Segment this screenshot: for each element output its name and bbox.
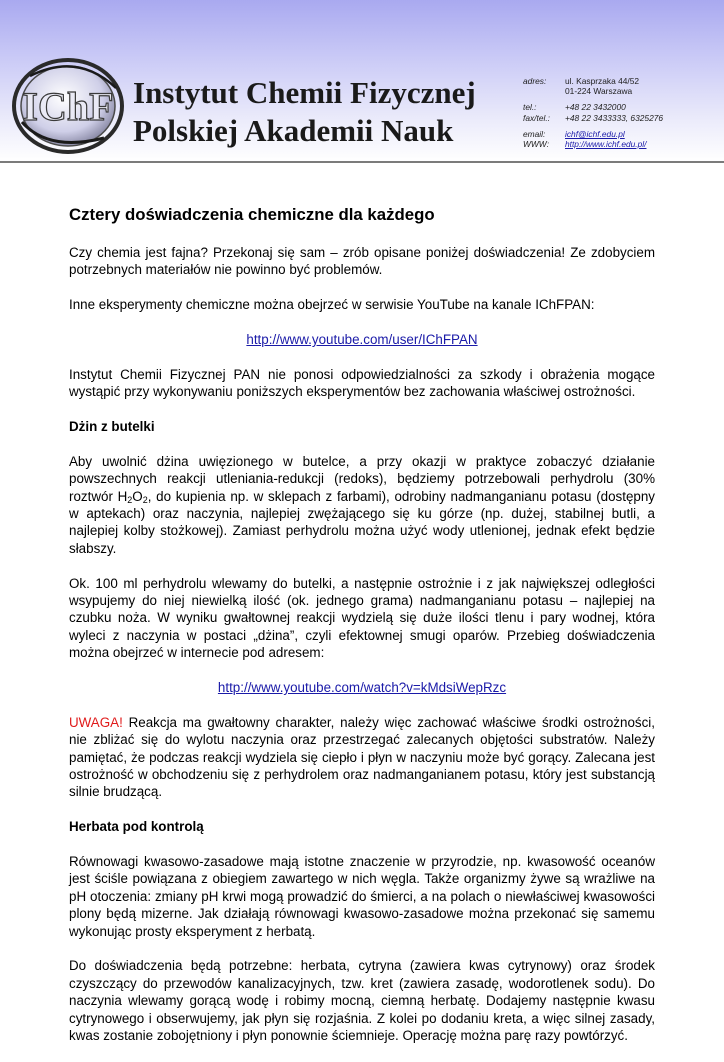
section-title-tea: Herbata pod kontrolą [69,819,204,835]
institute-name-line1: Instytut Chemii Fizycznej [133,75,476,110]
contact-block [523,76,663,149]
address-line1: ul. Kasprzaka 44/52 [565,76,640,86]
youtube-intro-paragraph: Inne eksperymenty chemiczne można obejrzeć w serwisie YouTube na kanale IChFPAN: [69,297,595,313]
institute-name [133,74,503,150]
warning-label: UWAGA! [69,714,123,730]
institute-name-line2: Polskiej Akademii Nauk [133,113,454,148]
genie-paragraph-1: Aby uwolnić dżina uwięzionego w butelce, a przy okazji w praktyce zobaczyć działanie powszechnych reakcji utleniania-redukcji (redoks), będziemy potrzebowali perhydrolu (30% roztwór $H_2O_2$, do kupienia np. w sklepach z farbami), odrobiny nadmanganianu potasu (dostępny w aptekach) oraz naczynia, najlepiej zwężającego się ku górze (np. dużej, stabilnej butli, a najlepiej kolby stożkowej). Zamiast perhydrolu można użyć wody utlenionej, jednak efekt będzie słabszy. [69,453,655,556]
document-title: Cztery doświadczenia chemiczne dla każdego [69,205,435,224]
video-link-paragraph [69,679,655,696]
warning-paragraph [69,714,655,801]
letterhead [0,0,724,162]
warning-text: Reakcja ma gwałtowny charakter, należy więc zachować właściwe środki ostrożności, nie zbliżać się do wylotu naczynia oraz przestrzegać zalecanych objętości substratów. Należy pamiętać, że podczas reakcji wydziela się ciepło i płyn w naczyniu może być gorący. Zalecana jest ostrożność w obchodzeniu się z perhydrolem oraz nadmanganianem potasu, który jest substancją silnie brudzącą. [69,714,655,800]
tea-paragraph-1: Równowagi kwasowo-zasadowe mają istotne znaczenie w przyrodzie, np. kwasowość oceanów jest ściśle powiązana z obiegiem zawartego w nich węgla. Także organizmy żywe są wrażliwe na pH otoczenia: zmiany pH krwi mogą prowadzić do śmierci, a na polach o niewłaściwej kwasowości plony będą mizerne. Jak działają równowagi kwasowo-zasadowe można przekonać się samemu wykonując prosty eksperyment z herbatą. [69,854,655,939]
tel-label: tel.: [523,102,537,113]
address-label: adres: [523,76,547,86]
email-link[interactable]: ichf@ichf.edu.pl [565,128,625,139]
address-line2: 01-224 Warszawa [565,86,633,97]
tel-value: +48 22 3432000 [565,102,626,113]
email-label: email: [523,128,546,139]
document-body [69,204,655,1062]
genie-paragraph-2: Ok. 100 ml perhydrolu wlewamy do butelki, a następnie ostrożnie i z jak największej odległości wsypujemy do niej niewielką ilość (ok. jednego grama) nadmanganianu potasu – najlepiej na czubku noża. W wyniku gwałtownej reakcji wydzielą się duże ilości tlenu i pary wodnej, która wyleci z naczynia w postaci „dżina”, czyli efektownej smugi oparów. Przebieg doświadczenia można obejrzeć w internecie pod adresem: [69,575,655,661]
fax-value: +48 22 3433333, 6325276 [565,112,664,123]
youtube-video-link[interactable]: http://www.youtube.com/watch?v=kMdsiWepRzc [217,680,507,696]
logo-text: IChF [22,84,114,129]
disclaimer-paragraph: Instytut Chemii Fizycznej PAN nie ponosi odpowiedzialności za szkody i obrażenia mogące wystąpić przy wykonywaniu poniższych eksperymentów bez zachowania właściwej ostrożności. [69,366,655,400]
www-label: WWW: [523,139,550,150]
ichf-logo [8,52,128,158]
header-divider [0,161,724,163]
website-link[interactable]: http://www.ichf.edu.pl/ [565,139,647,150]
youtube-channel-link[interactable]: http://www.youtube.com/user/IChFPAN [246,332,478,347]
channel-link-paragraph [69,331,655,348]
fax-label: fax/tel.: [523,112,550,123]
tea-paragraph-2: Do doświadczenia będą potrzebne: herbata, cytryna (zawiera kwas cytrynowy) oraz środek czyszczący do przewodów kanalizacyjnych, tzw. kret (zawiera zasadę, wodorotlenek sodu). Do naczynia wlewamy gorącą wodę i robimy mocną, ciemną herbatę. Dodajemy następnie kwasu cytrynowego i obserwujemy, jak płyn się rozjaśnia. Z kolei po dodaniu kreta, a więc silnej zasady, kwas zostanie zobojętniony i płyn ponownie ściemnieje. Operację można parę razy powtórzyć. [69,958,655,1044]
intro-paragraph: Czy chemia jest fajna? Przekonaj się sam – zrób opisane poniżej doświadczenia! Ze zdobyciem potrzebnych materiałów nie powinno być problemów. [69,245,655,278]
section-title-genie: Dżin z butelki [69,419,155,434]
